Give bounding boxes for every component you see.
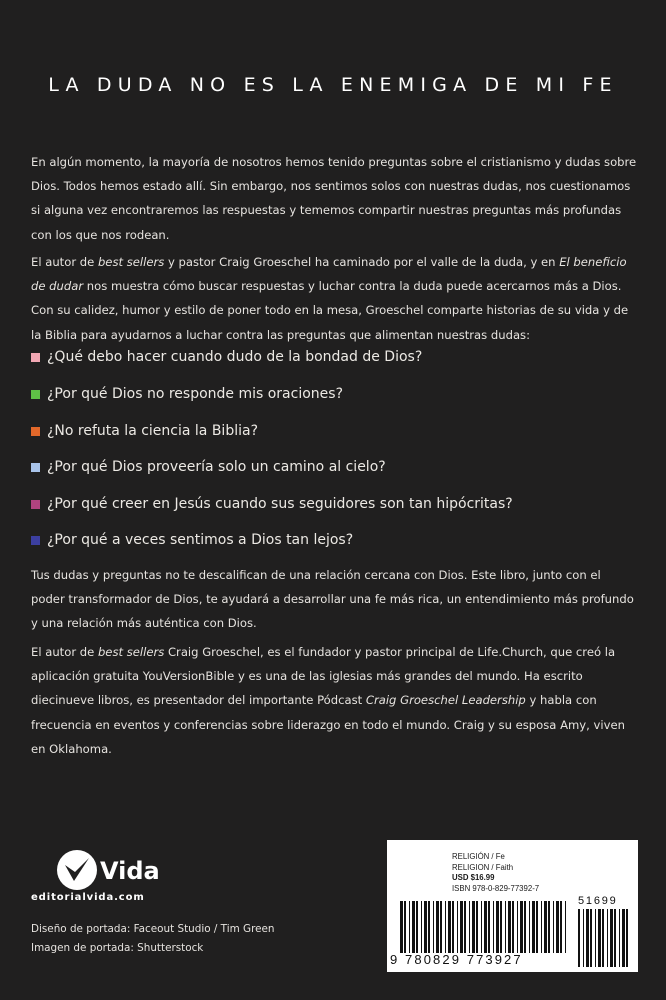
text-run: y habla con frecuencia en eventos y conferencias sobre liderazgo en todo el mundo. Craig y su esposa Amy, viven en Oklahoma.	[31, 693, 625, 756]
barcode-bar	[520, 901, 523, 953]
isbn-label: ISBN 978-0-829-77392-7	[452, 883, 540, 893]
barcode-bar	[433, 901, 434, 953]
italic-text-run: best sellers	[97, 255, 165, 269]
barcode-bar	[400, 901, 403, 953]
barcode-bar	[565, 901, 566, 953]
barcode-bar	[448, 901, 451, 953]
barcode-bar	[488, 901, 490, 953]
barcode-bar	[493, 901, 494, 953]
barcode-bar	[607, 909, 608, 967]
barcode-bar	[578, 909, 580, 967]
barcode-bar	[469, 901, 470, 953]
category-spanish: RELIGIÓN / Fe	[452, 852, 505, 861]
barcode-bar	[440, 901, 442, 953]
text-run: El autor de	[31, 645, 98, 659]
question-item	[31, 382, 641, 406]
barcode-bar	[524, 901, 526, 953]
barcode-bar	[416, 901, 418, 953]
barcode-bar	[622, 909, 625, 967]
price-label: USD $16.99	[452, 873, 495, 883]
barcode-bar	[595, 909, 596, 967]
barcode-bar	[496, 901, 499, 953]
question-text: ¿Por qué Dios no responde mis oraciones?	[47, 386, 344, 402]
bullet-square-icon	[31, 353, 40, 362]
barcode-bar	[532, 901, 535, 953]
question-item	[31, 455, 641, 479]
barcode-bar	[619, 909, 620, 967]
barcode-bar	[412, 901, 415, 953]
barcode-bar	[626, 909, 628, 967]
barcode-bar	[484, 901, 487, 953]
barcode-bar	[590, 909, 592, 967]
barcode-bar	[472, 901, 475, 953]
barcode-bar	[508, 901, 511, 953]
barcode-bar	[421, 901, 422, 953]
barcode-panel	[387, 840, 638, 972]
question-item	[31, 492, 641, 516]
barcode-bar	[428, 901, 430, 953]
podcast-title-italic: Craig Groeschel Leadership	[365, 693, 526, 708]
barcode-bar	[452, 901, 454, 953]
cover-image-credit: Imagen de portada: Shutterstock	[31, 942, 204, 954]
bullet-square-icon	[31, 427, 40, 436]
barcode-bar	[529, 901, 530, 953]
text-run: El autor de	[31, 255, 98, 269]
question-text: ¿Por qué Dios proveería solo un camino al cielo?	[47, 459, 386, 475]
cover-design-credit: Diseño de portada: Faceout Studio / Tim Green	[31, 923, 275, 935]
barcode-digits: 9 780829 773927	[390, 952, 523, 967]
barcode-bar	[512, 901, 514, 953]
question-item	[31, 419, 641, 443]
barcode-bar	[544, 901, 547, 953]
barcode-bar	[560, 901, 562, 953]
bullet-square-icon	[31, 390, 40, 399]
barcode-bar	[460, 901, 463, 953]
barcode-bar	[464, 901, 466, 953]
bullet-square-icon	[31, 536, 40, 545]
bullet-square-icon	[31, 463, 40, 472]
vida-logo-mark-icon	[56, 849, 98, 891]
barcode-bar	[556, 901, 559, 953]
question-text: ¿Por qué a veces sentimos a Dios tan lejos?	[47, 532, 354, 548]
barcode-bar	[409, 901, 410, 953]
back-cover-title: LA DUDA NO ES LA ENEMIGA DE MI FE	[48, 74, 618, 96]
barcode-bar	[445, 901, 446, 953]
barcode-bar	[553, 901, 554, 953]
barcode-bar	[517, 901, 518, 953]
text-run: y pastor Craig Groeschel ha caminado por el valle de la duda, y en	[164, 255, 560, 269]
text-run: nos muestra cómo buscar respuestas y luchar contra la duda puede acercarnos más a Dios. Con su calidez, humor y estilo de poner todo en la mesa, Groeschel comparte historias de su vida y de la Biblia para ayudarnos a luchar contra las preguntas que alimentan nuestras dudas:	[31, 279, 629, 342]
barcode-bar	[586, 909, 589, 967]
barcode-bar	[500, 901, 502, 953]
barcode-bar	[457, 901, 458, 953]
barcode-bar	[505, 901, 506, 953]
italic-text-run: best sellers	[97, 645, 165, 659]
barcode-bar	[424, 901, 427, 953]
barcode-addon-digits: 51699	[578, 895, 618, 907]
question-item	[31, 528, 641, 552]
book-title-italic: El beneficio de dudar	[31, 255, 627, 294]
author-intro-paragraph	[31, 250, 637, 347]
barcode-bar	[481, 901, 482, 953]
barcode-bar	[610, 909, 613, 967]
publisher-website: editorialvida.com	[31, 892, 145, 903]
barcode-bar	[548, 901, 550, 953]
question-text: ¿No refuta la ciencia la Biblia?	[47, 423, 258, 439]
question-item	[31, 345, 641, 369]
barcode-bar	[541, 901, 542, 953]
encouragement-paragraph: Tus dudas y preguntas no te descalifican de una relación cercana con Dios. Este libro, junto con el poder transformador de Dios, te ayudará a desarrollar una fe más rica, un entendimiento más profundo y una relación más auténtica con Dios.	[31, 568, 634, 631]
category-english: RELIGION / Faith	[452, 862, 514, 872]
intro-paragraph: En algún momento, la mayoría de nosotros hemos tenido preguntas sobre el cristianismo y dudas sobre Dios. Todos hemos estado allí. Sin embargo, nos sentimos solos con nuestras dudas, nos cuestionamos si alguna vez encontraremos las respuestas y tememos compartir nuestras preguntas más profundas con los que nos rodean.	[31, 155, 637, 242]
question-text: ¿Qué debo hacer cuando dudo de la bondad de Dios?	[47, 349, 423, 365]
barcode-bar	[598, 909, 601, 967]
text-run: Craig Groeschel, es el fundador y pastor principal de Life.Church, que creó la aplicación gratuita YouVersionBible y es una de las iglesias más grandes del mundo. Ha escrito diecinueve libros, es presentador del importante Pódcast	[31, 645, 616, 708]
author-bio-paragraph	[31, 640, 637, 761]
barcode-bar	[583, 909, 584, 967]
barcode-bar	[602, 909, 604, 967]
barcode-bar	[436, 901, 439, 953]
bullet-square-icon	[31, 500, 40, 509]
barcode-bar	[614, 909, 616, 967]
barcode-bar	[536, 901, 538, 953]
vida-logo-text: Vida	[100, 857, 160, 885]
question-text: ¿Por qué creer en Jesús cuando sus seguidores son tan hipócritas?	[47, 496, 513, 512]
barcode-bar	[404, 901, 406, 953]
barcode-bar	[476, 901, 478, 953]
